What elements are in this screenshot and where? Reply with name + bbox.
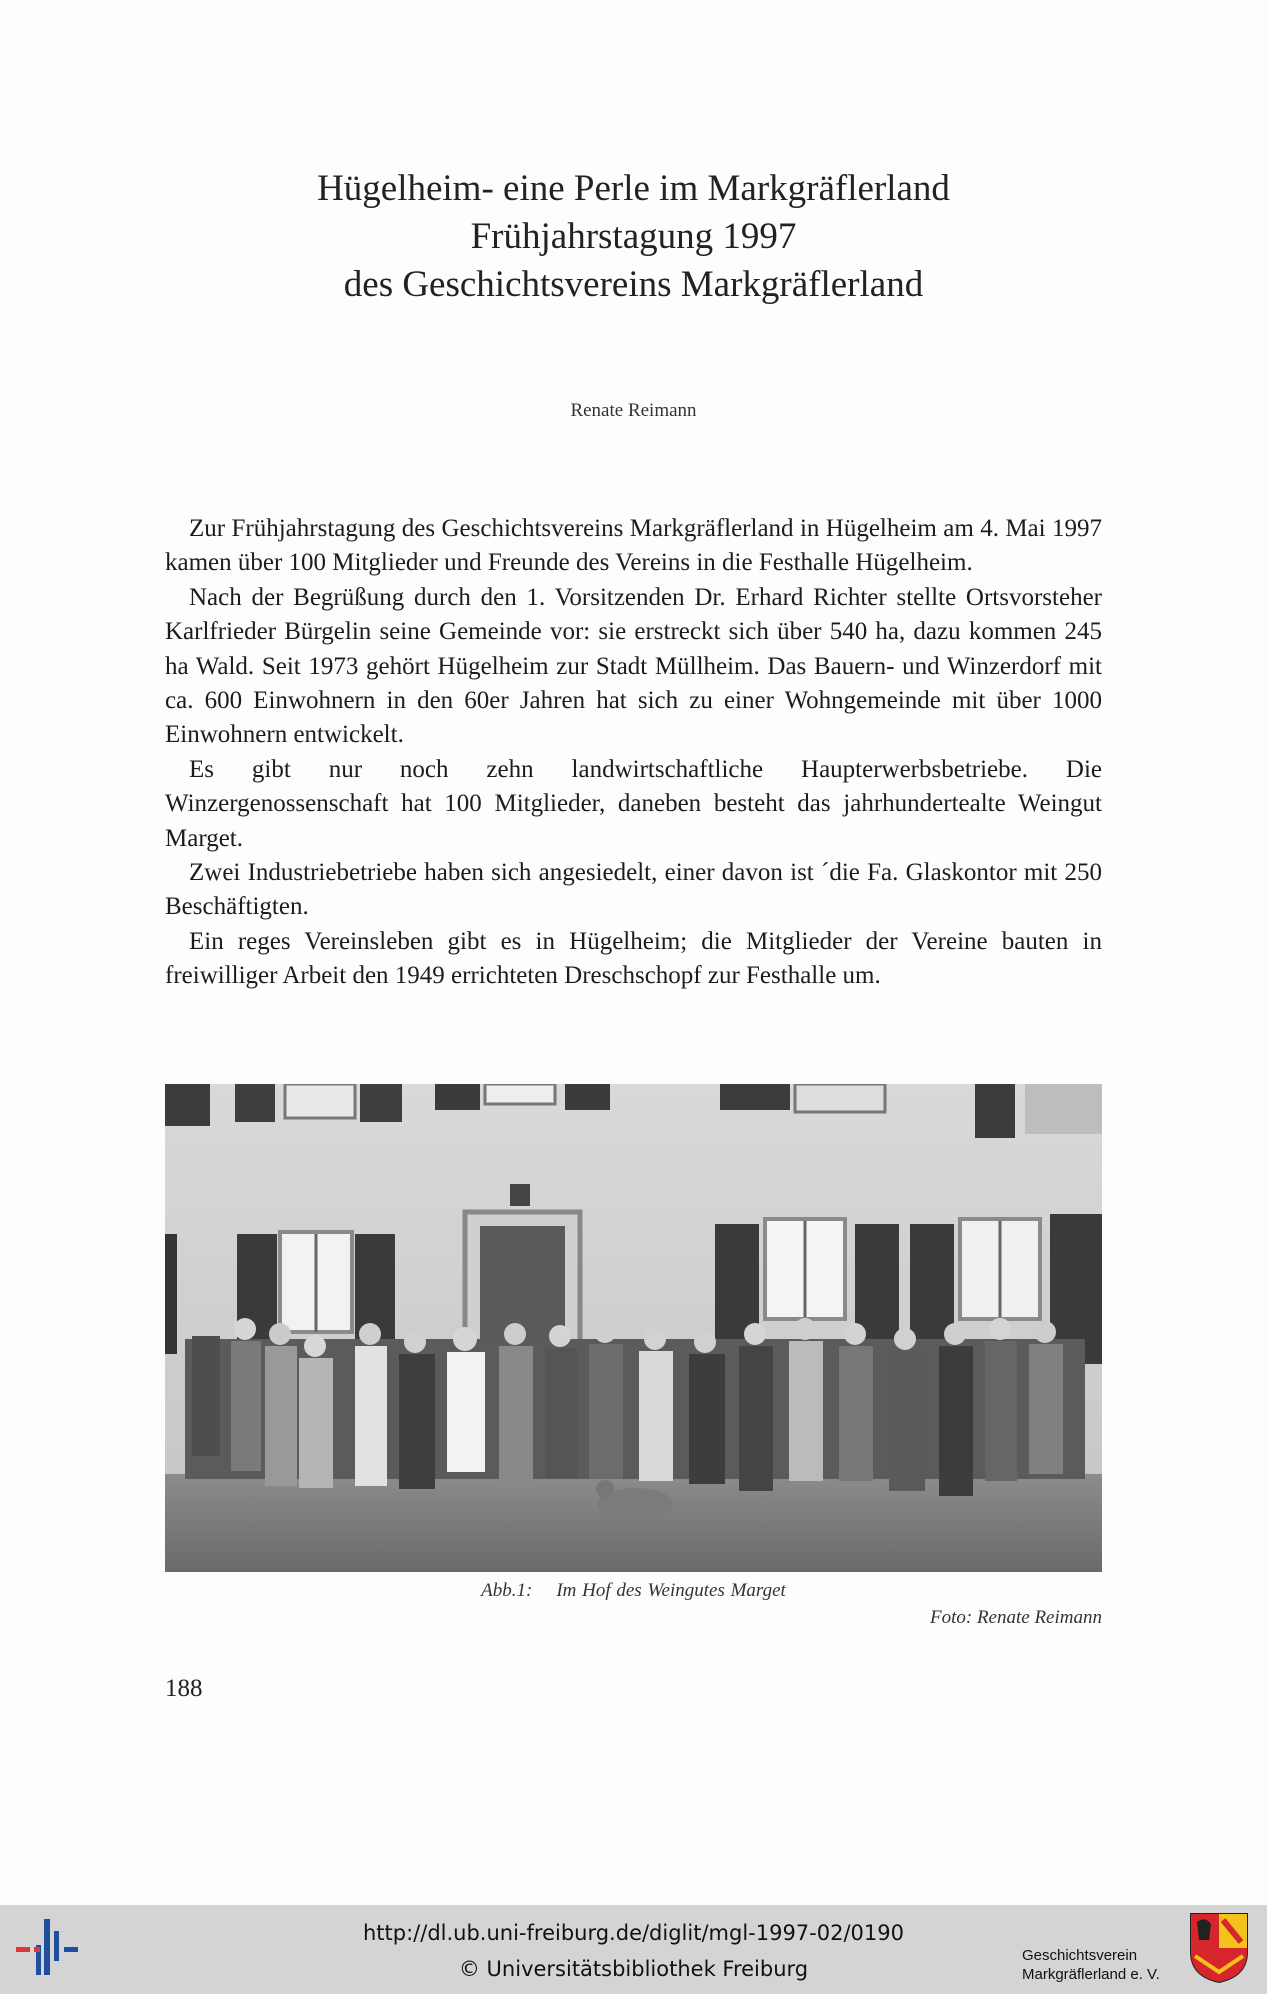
society-crest-icon — [1189, 1912, 1249, 1984]
paragraph-5: Ein reges Vereinsleben gibt es in Hügelheim; die Mitglieder der Vereine bauten in freiwilliger Arbeit den 1949 errichteten Dreschschopf zur Festhalle um. — [165, 927, 1102, 990]
society-name-line-1: Geschichtsverein — [1022, 1947, 1138, 1964]
paragraph-1: Zur Frühjahrstagung des Geschichtsvereins Markgräflerland in Hügelheim am 4. Mai 1997 kamen über 100 Mitglieder und Freunde des Vereins in die Festhalle Hügelheim. — [165, 515, 1102, 577]
footer-url-link[interactable]: http://dl.ub.uni-freiburg.de/diglit/mgl-1997-02/0190 — [362, 1921, 904, 1945]
society-name — [1022, 1946, 1160, 1984]
title-line-1: Hügelheim- eine Perle im Markgräflerland — [317, 168, 950, 209]
figure-caption-text: Im Hof des Weingutes Marget — [556, 1580, 786, 1601]
paragraph-4: Zwei Industriebetriebe haben sich angesiedelt, einer davon ist ´die Fa. Glaskontor mit 250 Beschäftigten. — [165, 859, 1102, 921]
photo-credit: Foto: Renate Reimann — [929, 1607, 1102, 1628]
page-number: 188 — [165, 1675, 203, 1702]
group-photo — [165, 1084, 1102, 1572]
article-title — [0, 165, 1267, 309]
title-line-2: Frühjahrstagung 1997 — [470, 216, 797, 257]
paragraph-2: Nach der Begrüßung durch den 1. Vorsitzenden Dr. Erhard Richter stellte Ortsvorsteher Karlfrieder Bürgelin seine Gemeinde vor: sie erstreckt sich über 540 ha, dazu kommen 245 ha Wald. Seit 1973 gehört Hügelheim zur Stadt Müllheim. Das Bauern- und Winzerdorf mit ca. 600 Einwohnern in den 60er Jahren hat sich zu einer Wohngemeinde mit über 1000 Einwohnern entwickelt. — [165, 583, 1102, 749]
society-name-line-2: Markgräflerland e. V. — [1022, 1966, 1160, 1983]
article-body — [165, 512, 1102, 994]
figure-label: Abb.1: — [481, 1580, 533, 1601]
author-name: Renate Reimann — [570, 400, 697, 421]
figure-caption — [0, 1580, 1267, 1602]
paragraph-3: Es gibt nur noch zehn landwirtschaftliche Haupterwerbsbetriebe. Die Winzergenossenschaft hat 100 Mitglieder, daneben besteht das jahrhundertealte Weingut Marget. — [165, 755, 1102, 852]
footer-copyright: © Universitätsbibliothek Freiburg — [458, 1957, 809, 1981]
title-line-3: des Geschichtsvereins Markgräflerland — [343, 264, 924, 305]
group-photo-image — [165, 1084, 1102, 1572]
